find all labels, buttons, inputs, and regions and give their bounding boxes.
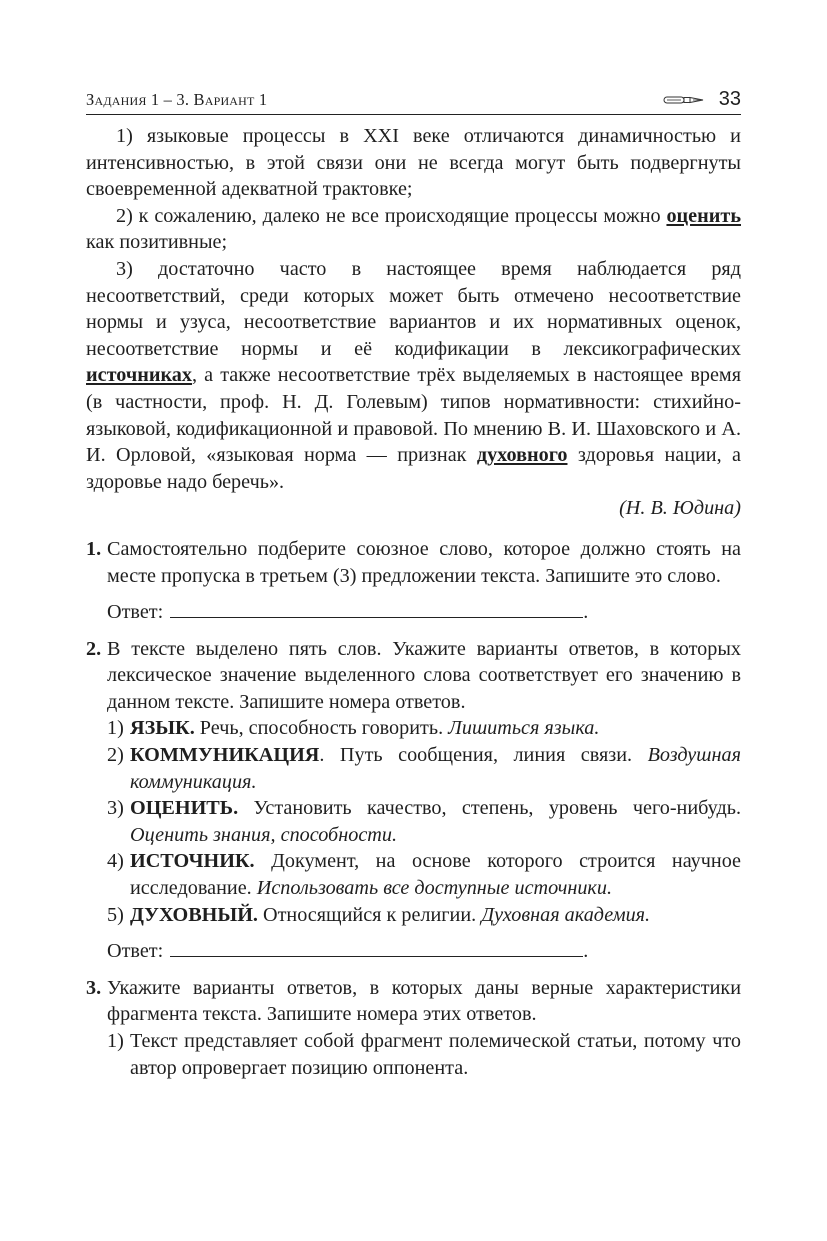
option-text: Текст представляет собой фрагмент полемической статьи, потому что автор опровергает позицию оппонента. — [130, 1030, 741, 1079]
option-number: 3) — [107, 797, 124, 820]
text-span: как позитивные; — [86, 231, 228, 254]
option-example: Лишиться языка. — [448, 717, 600, 740]
option-term: ДУХОВНЫЙ. — [130, 903, 258, 926]
task-prompt: В тексте выделено пять слов. Укажите варианты ответов, в которых лексическое значение выделенного слова соответствует его значению в данном тексте. Запишите номера ответов. — [107, 637, 741, 713]
running-header — [86, 84, 741, 115]
option-term: ЯЗЫК. — [130, 717, 195, 740]
task-3 — [86, 975, 741, 1081]
text-span: здоровья нации, а здоровье надо беречь». — [86, 444, 742, 493]
passage — [86, 123, 741, 1081]
option-definition: Относящийся к религии. — [257, 903, 482, 926]
option-definition: Установить качество, степень, уровень чего-нибудь. — [238, 797, 741, 820]
option-number: 5) — [107, 903, 124, 926]
answer-end: . — [583, 940, 589, 963]
answer-label: Ответ: — [107, 940, 164, 963]
option-term: ОЦЕНИТЬ. — [130, 797, 239, 820]
task-prompt: Укажите варианты ответов, в которых даны верные характеристики фрагмента текста. Запишите номера этих ответов. — [107, 976, 741, 1026]
option-item — [107, 1028, 741, 1081]
section-title: Задания 1 – 3. Вариант 1 — [86, 90, 268, 109]
option-term: ИСТОЧНИК. — [130, 850, 255, 873]
option-definition: . Путь сообщения, линия связи. — [319, 744, 648, 767]
answer-field[interactable] — [170, 936, 583, 957]
text-span: 2) к сожалению, далеко не все происходящие процессы можно — [116, 204, 667, 227]
option-example: Духовная академия. — [481, 903, 651, 926]
task-prompt: Самостоятельно подберите союзное слово, которое должно стоять на месте пропуска в третьем (3) предложении текста. Запишите это слово. — [107, 537, 741, 587]
text-span: 3) достаточно часто в настоящее время наблюдается ряд несоответствий, среди которых может быть отмечено несоответствие нормы и узуса, несоответствие вариантов и их нормативных оценок, несоответствие нормы и её кодификации в лексикографических — [86, 257, 741, 360]
option-list — [107, 715, 741, 928]
option-item — [107, 715, 741, 742]
task-2 — [86, 636, 741, 965]
highlighted-word-istochnikah: источниках — [86, 364, 192, 387]
highlighted-word-ocenit: оценить — [666, 204, 741, 227]
passage-paragraph-3 — [86, 256, 741, 495]
option-item — [107, 742, 741, 795]
task-number: 1. — [86, 537, 102, 560]
option-item — [107, 795, 741, 848]
answer-row — [107, 597, 741, 626]
option-item — [107, 902, 741, 929]
pen-icon — [663, 94, 707, 106]
option-number: 1) — [107, 717, 124, 740]
option-definition: Речь, способность говорить. — [194, 717, 449, 740]
task-number: 3. — [86, 976, 102, 999]
option-example: Воздушная коммуникация. — [130, 744, 741, 793]
answer-row — [107, 936, 741, 965]
task-1 — [86, 536, 741, 626]
option-number: 4) — [107, 850, 124, 873]
option-list — [107, 1028, 741, 1081]
book-page — [86, 84, 741, 1081]
passage-source: (Н. В. Юдина) — [619, 497, 741, 520]
option-example: Оценить знания, способности. — [130, 823, 398, 846]
task-number: 2. — [86, 637, 102, 660]
passage-paragraph-1: 1) языковые процессы в XXI веке отличаются динамичностью и интенсивностью, в этой связи они не всегда могут быть подвергнуты своевременной адекватной трактовке; — [86, 125, 741, 201]
option-example: Использовать все доступные источники. — [256, 877, 613, 900]
highlighted-word-duhovnogo: духовного — [476, 444, 568, 467]
option-definition: Документ, на основе которого строится научное исследование. — [130, 850, 741, 900]
answer-field[interactable] — [170, 597, 583, 618]
option-number: 1) — [107, 1030, 124, 1052]
answer-end: . — [583, 601, 589, 624]
option-number: 2) — [107, 744, 124, 767]
option-term: КОММУНИКАЦИЯ — [130, 744, 320, 767]
passage-paragraph-2 — [86, 203, 741, 256]
option-item — [107, 848, 741, 901]
page-number: 33 — [718, 88, 741, 110]
answer-label: Ответ: — [107, 601, 164, 624]
text-span: , а также несоответствие трёх выделяемых в настоящее время (в частности, проф. Н. Д. Голевым) типов нормативности: стихийно-языковой, кодификационной и правовой. По мнению В. И. Шаховского и А. И. Орловой, «языковая норма — признак — [86, 364, 741, 467]
header-right — [663, 88, 741, 110]
